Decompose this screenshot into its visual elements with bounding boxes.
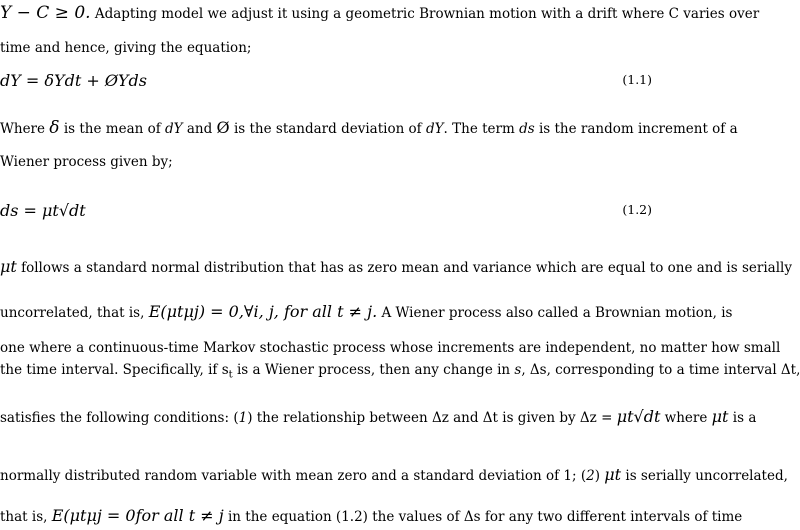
expectation-math: E(μtμj = 0for all t ≠ j [51, 506, 224, 525]
delta-symbol: δ [49, 118, 60, 138]
text-span: is a [728, 410, 757, 426]
text-span: Where [0, 121, 50, 137]
mu-symbol: μt [711, 407, 729, 426]
text-span: , Δs, corresponding to a time interval Δt, [521, 362, 800, 378]
equation-1-1 [0, 70, 700, 92]
equation-formula: ds = μt√dt [0, 201, 86, 220]
text-line-5 [0, 257, 792, 277]
text-line-3 [0, 118, 738, 138]
text-line-9 [0, 407, 757, 427]
equation-formula: dY = δYdt + ØYds [0, 71, 147, 90]
expectation-math: E(μtμj) = 0,∀i, j, for all t ≠ j. [148, 302, 378, 321]
text-span: is the random increment of a [534, 121, 738, 137]
increment-math: μt√dt [616, 407, 661, 426]
ds-symbol: ds [519, 121, 535, 137]
s-symbol: s [514, 362, 522, 378]
equation-1-2 [0, 200, 700, 222]
text-line-2: time and hence, giving the equation; [0, 40, 252, 56]
text-span: where [660, 410, 712, 426]
text-span: is a Wiener process, then any change in [232, 362, 515, 378]
text-span: that is, [0, 509, 52, 525]
text-span: the time interval. Specifically, if s [0, 362, 229, 378]
text-span: follows a standard normal distribution that has as zero mean and variance which are equal to one and is serially [16, 260, 792, 276]
text-span: and [182, 121, 217, 137]
text-span: is serially uncorrelated, [621, 468, 788, 484]
inequality-math: Y − C ≥ 0. [0, 3, 91, 23]
text-span: uncorrelated, that is, [0, 305, 149, 321]
list-number: 2 [586, 468, 595, 484]
text-span: in the equation (1.2) the values of Δs for any two different intervals of time [223, 509, 743, 525]
text-span: satisfies the following conditions: ( [0, 410, 239, 426]
text-span: Adapting model we adjust it using a geometric Brownian motion with a drift where C varies over [90, 6, 760, 22]
phi-symbol: Ø [216, 118, 230, 137]
text-line-7: one where a continuous-time Markov stochastic process whose increments are independent, no matter how small [0, 340, 781, 356]
text-line-11 [0, 506, 743, 526]
equation-number: (1.2) [622, 202, 652, 217]
text-span: A Wiener process also called a Brownian motion, is [377, 305, 733, 321]
text-span: ) [594, 468, 605, 484]
text-line-1 [0, 3, 760, 23]
text-span: is the standard deviation of [229, 121, 426, 137]
dY-symbol: dY [425, 121, 444, 137]
text-span: ) the relationship between Δz and Δt is given by Δz = [247, 410, 617, 426]
text-span: normally distributed random variable with mean zero and a standard deviation of 1; ( [0, 468, 587, 484]
equation-number: (1.1) [622, 72, 652, 87]
mu-symbol: μt [604, 465, 622, 484]
text-line-8 [0, 361, 800, 385]
list-number: 1 [238, 410, 248, 426]
subscript: t [228, 369, 233, 381]
text-span: is the mean of [59, 121, 166, 137]
text-span: . The term [443, 121, 520, 137]
text-line-6 [0, 302, 733, 322]
dY-symbol: dY [165, 121, 183, 137]
text-line-4: Wiener process given by; [0, 154, 173, 170]
text-line-10 [0, 465, 788, 485]
mu-symbol: μt [0, 257, 17, 276]
